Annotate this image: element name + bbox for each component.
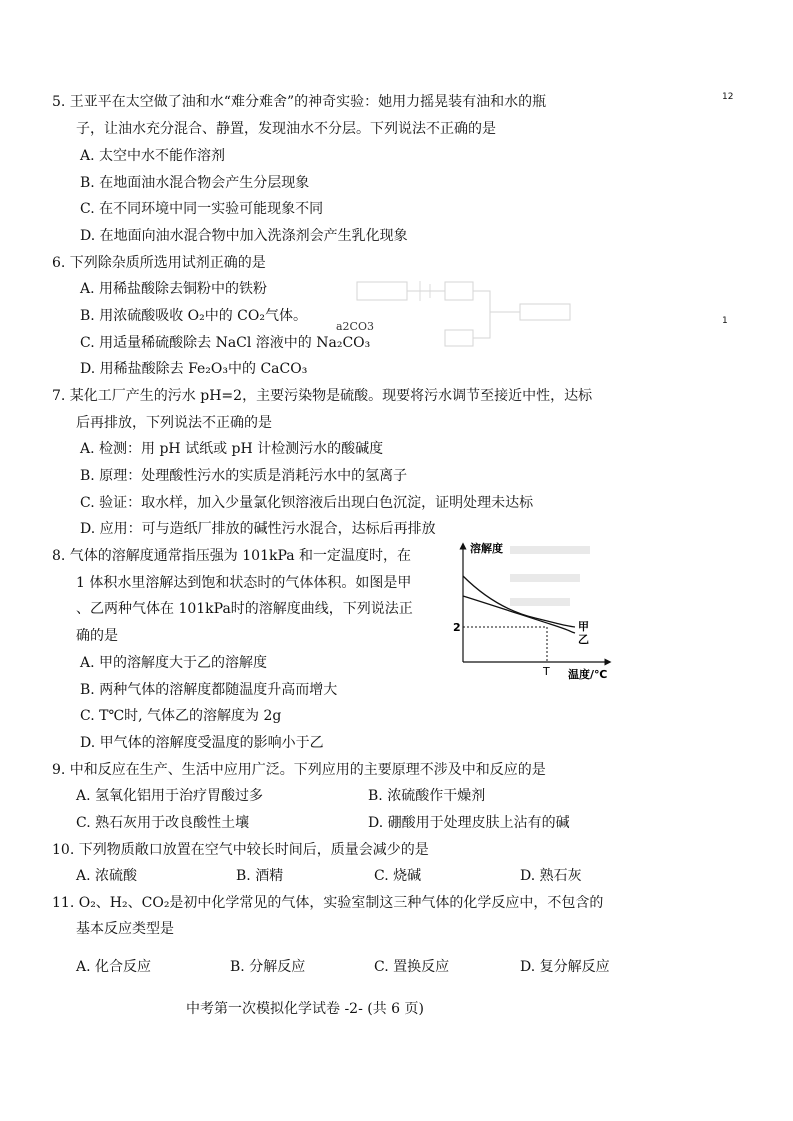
q7-option-d: D. 应用：可与造纸厂排放的碱性污水混合，达标后再排放 [80, 521, 436, 537]
q8-stem-2: 1 体积水里溶解达到饱和状态时的气体体积。如图是甲 [76, 575, 412, 591]
q8-stem-3: 、乙两种气体在 101kPa时的溶解度曲线，下列说法正 [76, 601, 413, 617]
q5-stem-1: 5. 王亚平在太空做了油和水“难分难舍”的神奇实验：她用力摇晃装有油和水的瓶 [52, 94, 547, 110]
q6-option-c: C. 用适量稀硫酸除去 NaCl 溶液中的 Na₂CO₃ [80, 335, 371, 351]
q7-stem-2: 后再排放，下列说法不正确的是 [76, 415, 272, 431]
ghost-text-lines [510, 546, 590, 606]
q7-option-b: B. 原理：处理酸性污水的实质是消耗污水中的氢离子 [80, 468, 408, 484]
q10-option-b: B. 酒精 [236, 868, 284, 884]
q8-option-a: A. 甲的溶解度大于乙的溶解度 [80, 655, 268, 671]
q8-option-b: B. 两种气体的溶解度都随温度升高而增大 [80, 682, 338, 698]
q11-option-d: D. 复分解反应 [520, 959, 610, 975]
q6-option-b: B. 用浓硫酸吸收 O₂中的 CO₂气体。 [80, 308, 307, 324]
y-axis-label: 溶解度 [470, 542, 503, 555]
x-axis-label: 温度/℃ [568, 668, 608, 681]
q9-option-a: A. 氢氧化铝用于治疗胃酸过多 [76, 788, 264, 804]
q5-stem-2: 子，让油水充分混合、静置，发现油水不分层。下列说法不正确的是 [76, 121, 496, 137]
q11-option-c: C. 置换反应 [374, 959, 450, 975]
q7-option-a: A. 检测：用 pH 试纸或 pH 计检测污水的酸碱度 [80, 441, 384, 457]
q11-stem-1: 11. O₂、H₂、CO₂是初中化学常见的气体，实验室制这三种气体的化学反应中，不包含的 [52, 895, 604, 911]
y-tick-2: 2 [453, 621, 461, 634]
q10-stem-1: 10. 下列物质敞口放置在空气中较长时间后，质量会减少的是 [52, 842, 429, 858]
q5-option-d: D. 在地面向油水混合物中加入洗涤剂会产生乳化现象 [80, 228, 408, 244]
x-tick-t: T [543, 665, 550, 678]
series-label-jia: 甲 [578, 620, 589, 633]
q11-option-a: A. 化合反应 [76, 959, 152, 975]
q9-option-b: B. 浓硫酸作干燥剂 [368, 788, 486, 804]
q11-option-b: B. 分解反应 [230, 959, 306, 975]
q7-stem-1: 7. 某化工厂产生的污水 pH=2，主要污染物是硫酸。现要将污水调节至接近中性，达标 [52, 388, 593, 404]
q9-option-d: D. 硼酸用于处理皮肤上沾有的碱 [368, 815, 570, 831]
q5-option-c: C. 在不同环境中同一实验可能现象不同 [80, 201, 324, 217]
ghost-diagram-fragment [345, 276, 580, 351]
q8-stem-4: 确的是 [76, 628, 118, 644]
solubility-chart [440, 538, 640, 688]
q11-stem-2: 基本反应类型是 [76, 921, 174, 937]
q5-option-b: B. 在地面油水混合物会产生分层现象 [80, 175, 310, 191]
q5-option-a: A. 太空中水不能作溶剂 [80, 148, 226, 164]
q7-option-c: C. 验证：取水样，加入少量氯化钡溶液后出现白色沉淀，证明处理未达标 [80, 495, 534, 511]
q10-option-a: A. 浓硫酸 [76, 868, 138, 884]
ghost-na2co3-fragment: a2CO3 [336, 320, 374, 333]
page-footer: 中考第一次模拟化学试卷 -2- (共 6 页) [186, 1001, 424, 1017]
q8-option-c: C. T℃时, 气体乙的溶解度为 2g [80, 708, 282, 724]
q9-stem-1: 9. 中和反应在生产、生活中应用广泛。下列应用的主要原理不涉及中和反应的是 [52, 762, 546, 778]
q9-option-c: C. 熟石灰用于改良酸性土壤 [76, 815, 250, 831]
q10-option-d: D. 熟石灰 [520, 868, 582, 884]
q6-option-d: D. 用稀盐酸除去 Fe₂O₃中的 CaCO₃ [80, 361, 308, 377]
page-mark-mid: 1 [722, 316, 728, 326]
q6-option-a: A. 用稀盐酸除去铜粉中的铁粉 [80, 281, 268, 297]
q10-option-c: C. 烧碱 [374, 868, 422, 884]
q8-option-d: D. 甲气体的溶解度受温度的影响小于乙 [80, 735, 324, 751]
q8-stem-1: 8. 气体的溶解度通常指压强为 101kPa 和一定温度时，在 [52, 548, 412, 564]
series-label-yi: 乙 [578, 633, 589, 646]
page-mark-top: 12 [722, 92, 734, 102]
q6-stem-1: 6. 下列除杂质所选用试剂正确的是 [52, 255, 266, 271]
